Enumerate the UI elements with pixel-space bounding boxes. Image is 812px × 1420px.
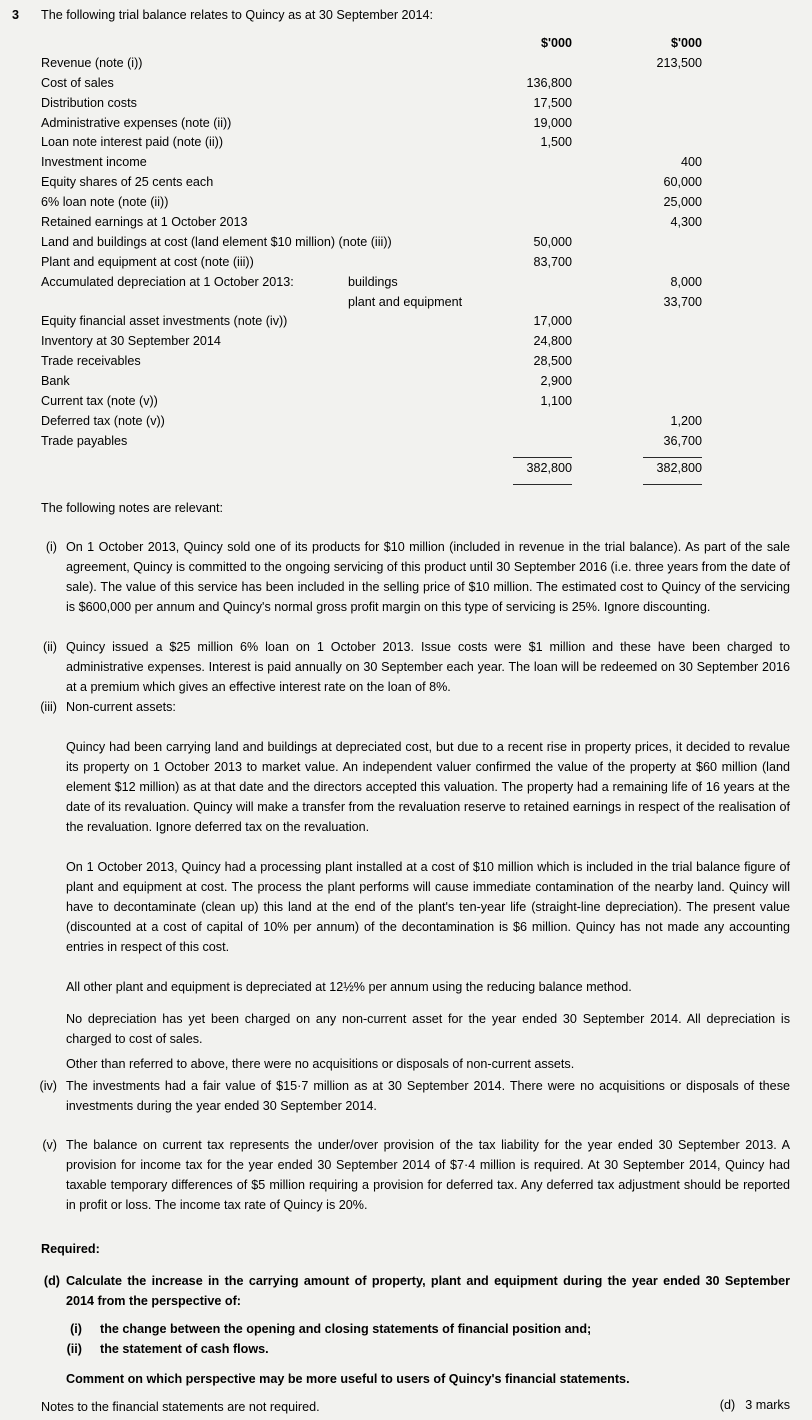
row-value-column-1: 28,500 xyxy=(533,354,572,369)
row-value-column-1: 17,000 xyxy=(533,314,572,329)
table-row xyxy=(0,354,812,374)
notes-intro: The following notes are relevant: xyxy=(41,501,224,515)
row-value-column-2: 25,000 xyxy=(663,195,702,210)
note-marker-iv: (iv) xyxy=(39,1079,57,1093)
table-row xyxy=(0,434,812,454)
row-label: Inventory at 30 September 2014 xyxy=(41,334,221,349)
total-column-1: 382,800 xyxy=(526,460,572,475)
row-label: Investment income xyxy=(41,155,147,170)
table-row xyxy=(0,195,812,215)
note-text-iii: Non-current assets: xyxy=(66,700,176,714)
row-value-column-1: 24,800 xyxy=(533,334,572,349)
table-row xyxy=(0,374,812,394)
required-part-marker: (d) xyxy=(43,1274,60,1288)
row-value-column-2: 4,300 xyxy=(670,215,702,230)
question-stem: The following trial balance relates to Quincy as at 30 September 2014: xyxy=(41,8,434,22)
note-text-ii: Quincy issued a $25 million 6% loan on 1 October 2013. Issue costs were $1 million and these have been charged to administrative expenses. Interest is paid annually on 30 September each year. The loan will be redeemed on 30 September 2016 at a premium which gives an effective interest rate on the loan of 8%. xyxy=(66,640,790,694)
row-value-column-1: 83,700 xyxy=(533,254,572,269)
row-label: Bank xyxy=(41,374,70,389)
rule-col2-bottom xyxy=(643,484,702,485)
total-rule-top xyxy=(0,454,812,461)
rule-col1-top xyxy=(513,457,572,458)
row-label: Trade payables xyxy=(41,433,128,448)
row-label: Distribution costs xyxy=(41,95,137,110)
row-value-column-2: 213,500 xyxy=(656,55,702,70)
table-row xyxy=(0,295,812,315)
row-value-column-2: 1,200 xyxy=(670,413,702,428)
required-part-text: Calculate the increase in the carrying amount of property, plant and equipment during the year ended 30 September 2014 from the perspective of: xyxy=(66,1274,790,1308)
rule-col2-top xyxy=(643,457,702,458)
row-value-column-2: 60,000 xyxy=(663,175,702,190)
total-column-2: 382,800 xyxy=(656,460,702,475)
row-value-column-1: 136,800 xyxy=(526,75,572,90)
row-label: Revenue (note (i)) xyxy=(41,55,143,70)
table-row xyxy=(0,334,812,354)
row-label: Land and buildings at cost (land element $10 million) (note (iii)) xyxy=(41,234,392,249)
note-text-iv: The investments had a fair value of $15·7 million as at 30 September 2014. There were no acquisitions or disposals of these investments during the year ended 30 September 2014. xyxy=(66,1079,790,1113)
note-iii-paragraph-5: Other than referred to above, there were no acquisitions or disposals of non-current assets. xyxy=(66,1057,575,1071)
column-1-header: $'000 xyxy=(540,36,572,50)
row-label: Equity financial asset investments (note (iv)) xyxy=(41,314,288,329)
required-heading: Required: xyxy=(41,1242,100,1256)
row-value-column-2: 36,700 xyxy=(663,433,702,448)
row-label: 6% loan note (note (ii)) xyxy=(41,195,169,210)
question-number: 3 xyxy=(12,8,20,22)
row-value-column-1: 1,500 xyxy=(540,135,572,150)
trial-balance-table xyxy=(0,36,812,488)
note-marker-v: (v) xyxy=(42,1138,57,1152)
total-rule-bottom xyxy=(0,481,812,488)
required-sub-text-ii: the statement of cash flows. xyxy=(100,1342,269,1356)
table-row xyxy=(0,215,812,235)
table-row xyxy=(0,235,812,255)
trial-balance-header-row xyxy=(0,36,812,56)
row-value-column-1: 19,000 xyxy=(533,115,572,130)
note-iii-paragraph-4: No depreciation has yet been charged on any non-current asset for the year ended 30 September 2014. All depreciation is charged to cost of sales. xyxy=(66,1012,790,1046)
note-marker-ii: (ii) xyxy=(43,640,57,654)
required-sub-text-i: the change between the opening and closing statements of financial position and; xyxy=(100,1322,592,1336)
row-value-column-1: 2,900 xyxy=(540,374,572,389)
row-value-column-2: 8,000 xyxy=(670,274,702,289)
required-sub-marker-ii: (ii) xyxy=(66,1342,82,1356)
question-header xyxy=(0,8,812,30)
note-text-v: The balance on current tax represents the under/over provision of the tax liability for the year ended 30 September 2013. A provision for income tax for the year ended 30 September 2014 of $7·4 million is required. At 30 September 2014, Quincy had taxable temporary differences of $5 million requiring a provision for deferred tax. Any deferred tax adjustment should be reported in profit or loss. The income tax rate of Quincy is 20%. xyxy=(66,1138,790,1212)
required-sub-marker-i: (i) xyxy=(70,1322,82,1336)
table-row xyxy=(0,175,812,195)
table-row xyxy=(0,135,812,155)
table-row xyxy=(0,275,812,295)
marks-value: 3 marks xyxy=(745,1398,790,1412)
row-value-column-1: 1,100 xyxy=(540,394,572,409)
marks-allocation xyxy=(720,1398,790,1412)
row-sub-label: plant and equipment xyxy=(348,294,463,309)
row-label: Equity shares of 25 cents each xyxy=(41,175,214,190)
table-row xyxy=(0,116,812,136)
note-iii-paragraph-3: All other plant and equipment is depreciated at 12½% per annum using the reducing balance method. xyxy=(66,980,632,994)
table-row xyxy=(0,56,812,76)
row-label: Retained earnings at 1 October 2013 xyxy=(41,215,248,230)
row-label: Plant and equipment at cost (note (iii)) xyxy=(41,254,254,269)
table-row xyxy=(0,155,812,175)
table-row xyxy=(0,414,812,434)
table-row xyxy=(0,96,812,116)
note-iii-paragraph-1: Quincy had been carrying land and buildings at depreciated cost, but due to a recent rise in property prices, it decided to revalue its property on 1 October 2013 to market value. An independent valuer confirmed the value of the property at $60 million (land element $12 million) as at that date and the directors accepted this valuation. The property had a remaining life of 16 years at the date of its revaluation. Quincy will make a transfer from the revaluation reserve to retained earnings in respect of the realisation of the revaluation. Ignore deferred tax on the revaluation. xyxy=(66,740,790,834)
row-value-column-2: 33,700 xyxy=(663,294,702,309)
required-comment: Comment on which perspective may be more useful to users of Quincy's financial statements. xyxy=(66,1372,630,1386)
trial-balance-total-row xyxy=(0,461,812,481)
row-label: Current tax (note (v)) xyxy=(41,394,158,409)
row-label: Accumulated depreciation at 1 October 2013: xyxy=(41,274,294,289)
table-row xyxy=(0,76,812,96)
row-label: Trade receivables xyxy=(41,354,141,369)
row-label: Administrative expenses (note (ii)) xyxy=(41,115,232,130)
row-label: Loan note interest paid (note (ii)) xyxy=(41,135,224,150)
table-row xyxy=(0,394,812,414)
note-marker-i: (i) xyxy=(45,540,57,554)
row-label: Cost of sales xyxy=(41,75,114,90)
footer-note: Notes to the financial statements are not required. xyxy=(41,1400,320,1414)
table-row xyxy=(0,255,812,275)
row-value-column-1: 50,000 xyxy=(533,234,572,249)
row-value-column-1: 17,500 xyxy=(533,95,572,110)
rule-col1-bottom xyxy=(513,484,572,485)
table-row xyxy=(0,314,812,334)
note-marker-iii: (iii) xyxy=(40,700,57,714)
row-label: Deferred tax (note (v)) xyxy=(41,413,165,428)
column-2-header: $'000 xyxy=(670,36,702,50)
marks-part-label: (d) xyxy=(719,1398,736,1412)
row-sub-label: buildings xyxy=(348,274,398,289)
note-iii-paragraph-2: On 1 October 2013, Quincy had a processing plant installed at a cost of $10 million which is included in the trial balance figure of plant and equipment at cost. The process the plant performs will cause immediate contamination of the nearby land. Quincy will have to decontaminate (clean up) this land at the end of the plant's ten-year life (straight-line depreciation). The present value (discounted at a cost of capital of 10% per annum) of the decontamination is $6 million. Quincy has not made any accounting entries in respect of this cost. xyxy=(66,860,790,954)
row-value-column-2: 400 xyxy=(680,155,702,170)
note-text-i: On 1 October 2013, Quincy sold one of its products for $10 million (included in revenue in the trial balance). As part of the sale agreement, Quincy is committed to the ongoing servicing of this product until 30 September 2016 (i.e. three years from the date of sale). The value of this service has been included in the selling price of $10 million. The estimated cost to Quincy of the servicing is $600,000 per annum and Quincy's normal gross profit margin on this type of servicing is 25%. Ignore discounting. xyxy=(66,540,790,614)
